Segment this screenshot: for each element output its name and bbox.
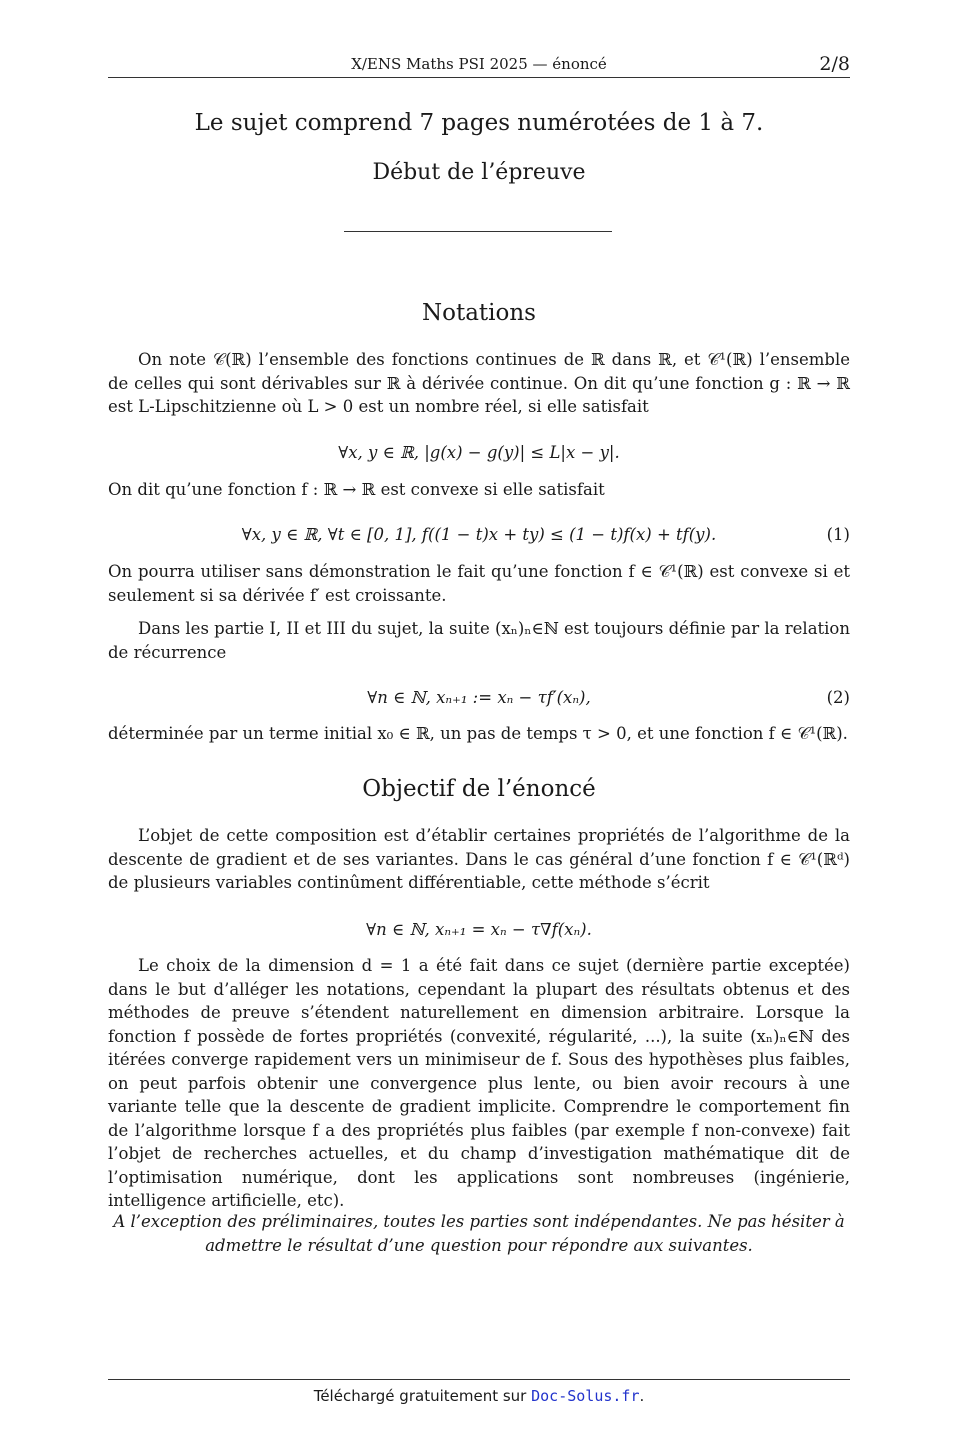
equation-gradient-descent: ∀n ∈ ℕ, xₙ₊₁ = xₙ − τ∇f(xₙ). bbox=[366, 920, 592, 939]
footer-suffix: . bbox=[639, 1387, 645, 1405]
equation-convexity-text: ∀x, y ∈ ℝ, ∀t ∈ [0, 1], f((1 − t)x + ty) ≤ (1 − t)f(x) + tf(y). bbox=[241, 525, 717, 544]
notations-paragraph-4: Dans les partie I, II et III du sujet, la suite (xₙ)ₙ∈ℕ est toujours définie par la relation de récurrence bbox=[108, 619, 850, 662]
objectif-paragraph-2: Le choix de la dimension d = 1 a été fait dans ce sujet (dernière partie exceptée) dans le but d’alléger les notations, cependant la plupart des résultats obtenus et des méthodes de preuve s’étendent naturellement en dimension arbitraire. Lorsque la fonction f possède de fortes propriétés (convexité, régularité, ...), la suite (xₙ)ₙ∈ℕ des itérées converge rapidement vers un minimiseur de f. Sous des hypothèses plus faibles, on peut parfois obtenir une convergence plus lente, ou bien avoir recours à une variante telle que la descente de gradient implicite. Comprendre le comportement fin de l’algorithme lorsque f a des propriétés plus faibles (par exemple f non-convexe) fait l’objet de recherches actuelles, et du champ d’investigation mathématique dit de l’optimisation numérique, dont les applications sont nombreuses (ingénierie, intelligence artificielle, etc). bbox=[108, 956, 850, 1210]
notations-paragraph-3: On pourra utiliser sans démonstration le fait qu’une fonction f ∈ 𝒞¹(ℝ) est convexe si et seulement si sa dérivée f′ est croissante. bbox=[108, 562, 850, 605]
equation-number-2: (2) bbox=[826, 688, 850, 707]
equation-recurrence-text: ∀n ∈ ℕ, xₙ₊₁ := xₙ − τf′(xₙ), bbox=[367, 688, 591, 707]
doc-solus-link[interactable]: Doc-Solus.fr bbox=[531, 1387, 640, 1405]
equation-convexity bbox=[108, 525, 850, 544]
running-title: X/ENS Maths PSI 2025 — énoncé bbox=[351, 55, 607, 73]
footer-prefix: Téléchargé gratuitement sur bbox=[313, 1387, 527, 1405]
equation-lipschitz: ∀x, y ∈ ℝ, |g(x) − g(y)| ≤ L|x − y|. bbox=[338, 443, 620, 462]
notations-paragraph-5: déterminée par un terme initial x₀ ∈ ℝ, un pas de temps τ > 0, et une fonction f ∈ 𝒞¹(ℝ). bbox=[108, 724, 848, 743]
footer-rule bbox=[108, 1379, 850, 1380]
notations-paragraph-2: On dit qu’une fonction f : ℝ → ℝ est convexe si elle satisfait bbox=[108, 480, 605, 499]
page-number: 2/8 bbox=[819, 53, 850, 75]
download-footer bbox=[0, 1387, 958, 1405]
separator-rule bbox=[344, 231, 612, 232]
section-title-notations: Notations bbox=[422, 300, 536, 326]
equation-recurrence bbox=[108, 688, 850, 707]
running-header bbox=[108, 55, 850, 78]
section-title-objectif: Objectif de l’énoncé bbox=[362, 776, 596, 802]
objectif-paragraph-1: L’objet de cette composition est d’établir certaines propriétés de l’algorithme de la descente de gradient et de ses variantes. Dans le cas général d’une fonction f ∈ 𝒞¹(ℝᵈ) de plusieurs variables continûment différentiable, cette méthode s’écrit bbox=[108, 826, 850, 892]
equation-number-1: (1) bbox=[826, 525, 850, 544]
exam-start-line: Début de l’épreuve bbox=[372, 160, 586, 185]
pages-count-line: Le sujet comprend 7 pages numérotées de 1 à 7. bbox=[194, 110, 764, 136]
notations-paragraph-1: On note 𝒞(ℝ) l’ensemble des fonctions continues de ℝ dans ℝ, et 𝒞¹(ℝ) l’ensemble de celles qui sont dérivables sur ℝ à dérivée continue. On dit qu’une fonction g : ℝ → ℝ est L-Lipschitzienne où L > 0 est un nombre réel, si elle satisfait bbox=[108, 350, 850, 416]
independence-note: A l’exception des préliminaires, toutes les parties sont indépendantes. Ne pas hésiter à admettre le résultat d’une question pour répondre aux suivantes. bbox=[113, 1212, 845, 1255]
